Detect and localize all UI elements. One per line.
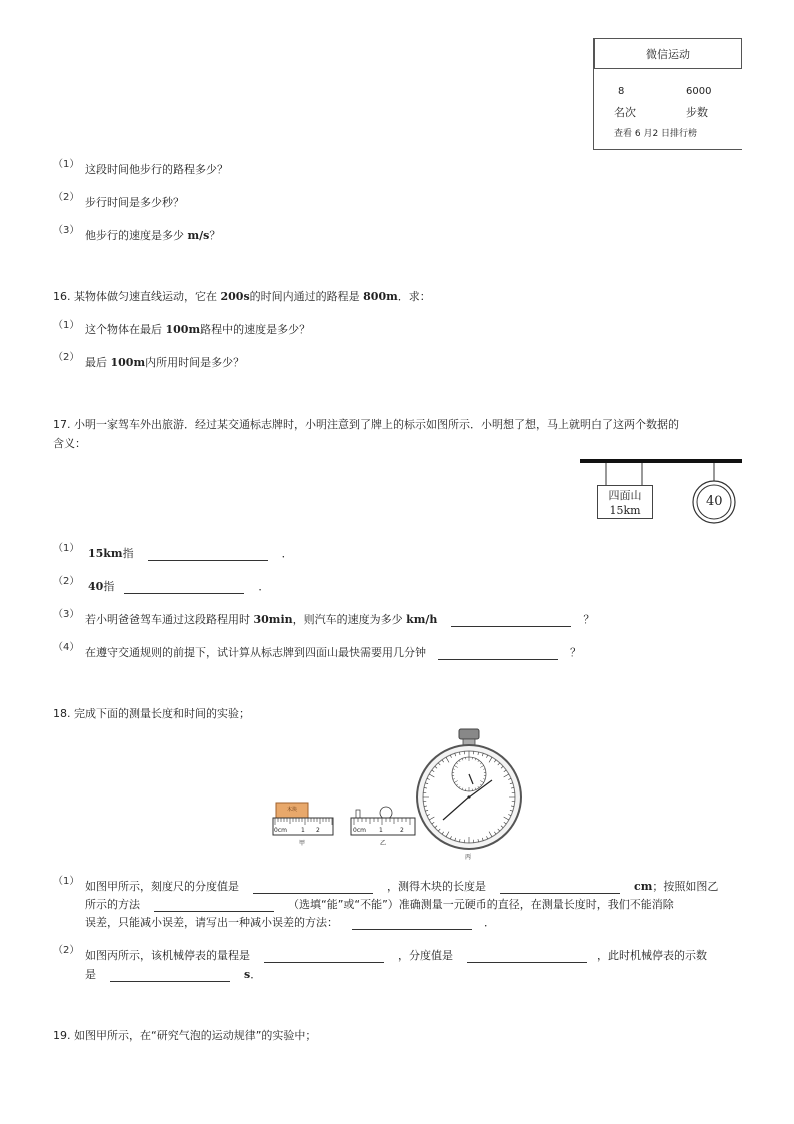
q18-item1-num: （1）	[53, 876, 80, 887]
q17-item1-text: 15km指 ．	[88, 547, 293, 560]
q18-item1-blank-division[interactable]	[253, 881, 373, 894]
q15-item2-text: 步行时间是多少秒？	[85, 196, 184, 209]
coin	[380, 807, 392, 819]
q18-item1-blank-length[interactable]	[500, 881, 620, 894]
q18-item2-num: （2）	[53, 945, 80, 956]
sign-destination: 四面山	[608, 489, 642, 502]
q18-item2-blank-range[interactable]	[264, 950, 384, 963]
q16-item2-num: （2）	[53, 352, 80, 363]
leaderboard-footer: 查看 6 月2 日排行榜	[614, 129, 698, 139]
q17-item4-num: （4）	[53, 642, 80, 653]
stopwatch-crown	[459, 729, 479, 739]
q17-stem-line1: 17. 小明一家驾车外出旅游．经过某交通标志牌时，小明注意到了牌上的标示如图所示．小明想了想，马上就明白了这两个数据的	[53, 418, 679, 431]
stopwatch-figure-bing	[413, 727, 525, 855]
q16-item2-text: 最后 100m内所用时间是多少？	[85, 356, 245, 369]
ruler-yi-one: 1	[379, 827, 383, 834]
q16-stem: 16. 某物体做匀速直线运动，它在 200s的时间内通过的路程是 800m．求：	[53, 290, 431, 303]
speed-limit-value: 40	[706, 494, 723, 509]
q18-item2-blank-reading[interactable]	[110, 969, 230, 982]
q18-item2-blank-division[interactable]	[467, 950, 587, 963]
q19-stem: 19. 如图甲所示，在“研究气泡的运动规律”的实验中；	[53, 1029, 317, 1042]
ruler-yi-zero: 0cm	[353, 827, 366, 834]
wechat-sports-card	[593, 38, 742, 150]
q17-item3-text: 若小明爸爸驾车通过这段路程用时 30min，则汽车的速度为多少 km/h ？	[85, 613, 595, 626]
q15-item3-num: （3）	[53, 225, 80, 236]
q17-item2-text: 40指 ．	[88, 580, 270, 593]
q17-item4-text: 在遵守交通规则的前提下，试计算从标志牌到四面山最快需要用几分钟 ？	[85, 646, 581, 659]
q16-item1-text: 这个物体在最后 100m路程中的速度是多少？	[85, 323, 311, 336]
q17-item2-blank[interactable]	[124, 581, 244, 594]
rank-label: 名次	[614, 106, 636, 119]
q18-stem: 18. 完成下面的测量长度和时间的实验；	[53, 707, 250, 720]
q15-item1-num: （1）	[53, 159, 80, 170]
q16-item1-num: （1）	[53, 320, 80, 331]
fig-label-yi: 乙	[380, 840, 387, 847]
q15-item3-text: 他步行的速度是多少 m/s？	[85, 229, 221, 242]
q17-item4-blank[interactable]	[438, 647, 558, 660]
q18-item2-line1: 如图丙所示，该机械停表的量程是 ，分度值是 ，此时机械停表的示数	[85, 949, 707, 962]
fig-label-jia: 甲	[299, 840, 306, 847]
fig-label-bing: 丙	[465, 854, 472, 861]
ruler-yi-two: 2	[400, 827, 404, 834]
rank-value: 8	[618, 86, 625, 97]
q18-item1-line1: 如图甲所示，刻度尺的分度值是 ，测得木块的长度是 cm；按照如图乙	[85, 880, 719, 893]
steps-value: 6000	[686, 86, 712, 97]
wechat-sports-title: 微信运动	[594, 38, 742, 69]
steps-label: 步数	[686, 106, 708, 119]
q17-stem-line2: 含义：	[53, 437, 86, 450]
q17-item3-blank[interactable]	[451, 614, 571, 627]
q17-item2-num: （2）	[53, 576, 80, 587]
q18-item1-line2: 所示的方法 （选填“能”或“不能”）准确测量一元硬币的直径，在测量长度时，我们不能消除	[85, 898, 674, 911]
sign-distance: 15km	[609, 504, 641, 517]
q18-item1-blank-method[interactable]	[352, 917, 472, 930]
wood-block-label: 木块	[287, 807, 298, 813]
q15-item2-num: （2）	[53, 192, 80, 203]
q18-item1-blank-coin[interactable]	[154, 899, 274, 912]
distance-sign	[597, 485, 653, 519]
ruler-jia-two: 2	[316, 827, 320, 834]
ruler-jia-one: 1	[301, 827, 305, 834]
q17-item3-num: （3）	[53, 609, 80, 620]
q18-item1-line3: 误差，只能减小误差，请写出一种减小误差的方法： ．	[85, 916, 495, 929]
q17-item1-blank[interactable]	[148, 548, 268, 561]
q15-item1-text: 这段时间他步行的路程多少？	[85, 163, 228, 176]
ruler-jia-zero: 0cm	[274, 827, 287, 834]
sign-bar	[580, 459, 742, 463]
q17-item1-num: （1）	[53, 543, 80, 554]
q18-item2-line2: 是 s．	[85, 968, 262, 981]
